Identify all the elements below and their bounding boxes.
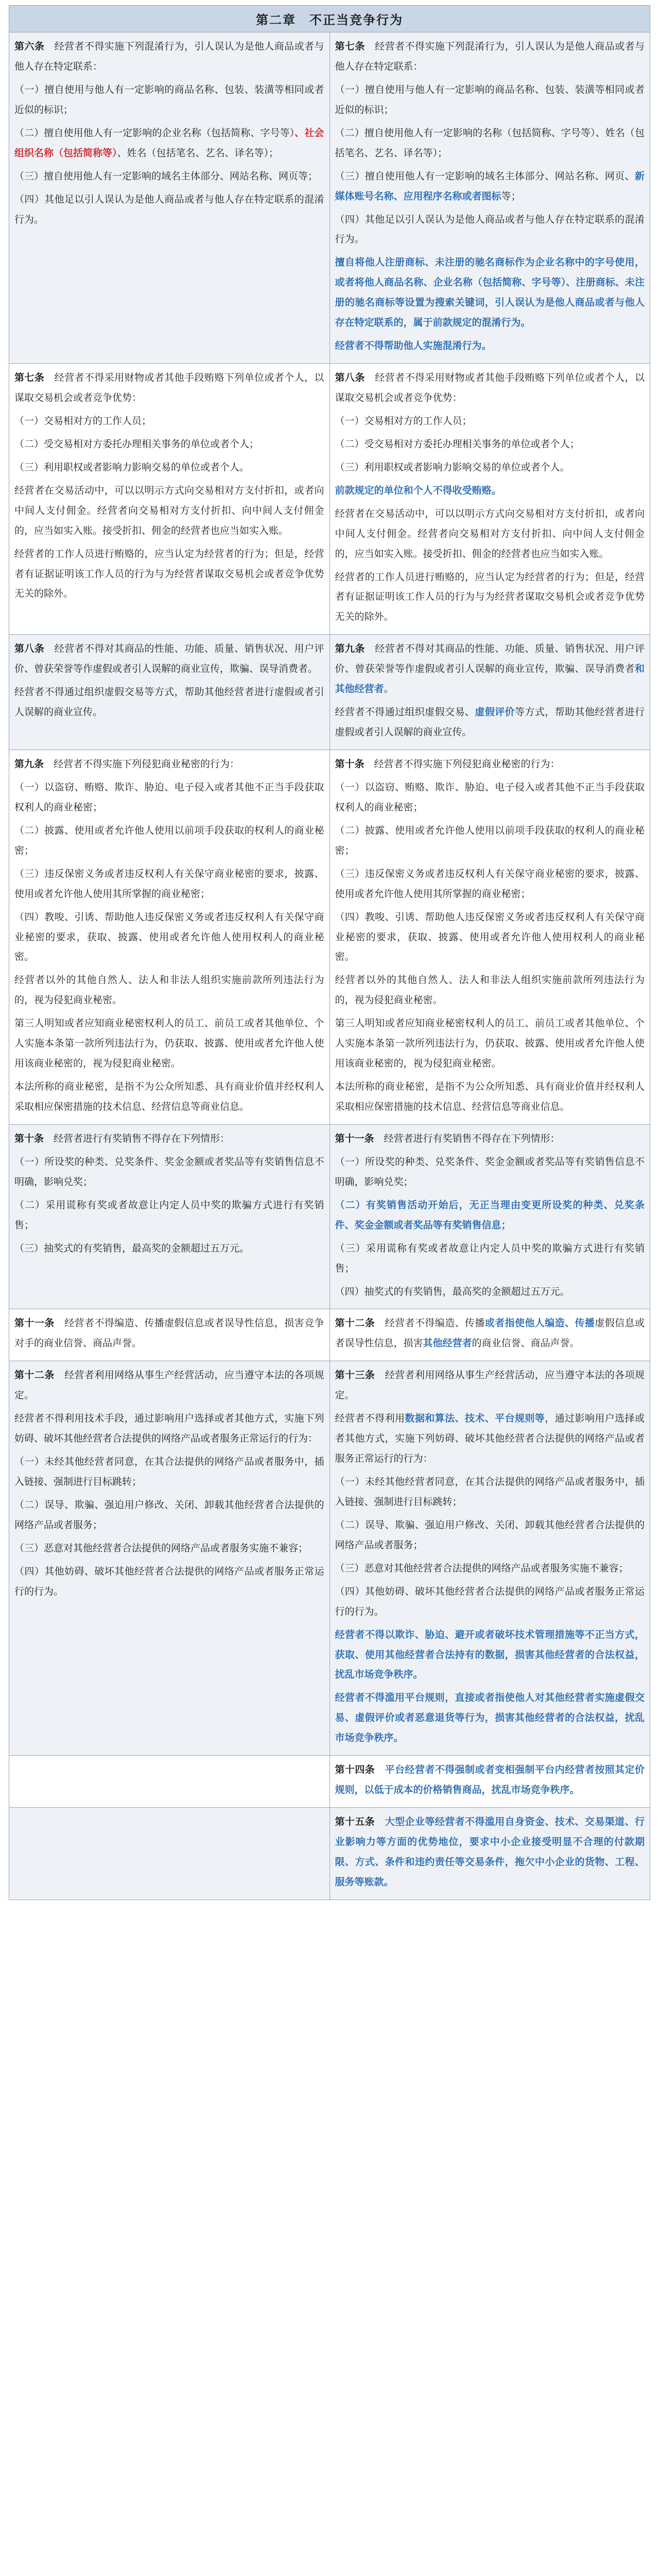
clause-text: （一）未经其他经营者同意，在其合法提供的网络产品或者服务中，插入链接、强制进行目标跳转； — [14, 1456, 324, 1487]
clause-text: 经营者不得实施下列侵犯商业秘密的行为： — [364, 758, 560, 770]
highlighted-text: 其他经营者 — [423, 1337, 472, 1349]
clause-paragraph — [335, 1282, 645, 1302]
clause-paragraph — [335, 504, 645, 564]
clause-text: （三）采用谎称有奖或者故意让内定人员中奖的欺骗方式进行有奖销售； — [335, 1242, 645, 1274]
clause-paragraph — [335, 864, 645, 904]
clause-text: （一）以盗窃、贿赂、欺诈、胁迫、电子侵入或者其他不正当手段获取权利人的商业秘密； — [335, 781, 645, 813]
clause-paragraph — [335, 1582, 645, 1622]
new-law-cell — [330, 1309, 650, 1361]
clause-paragraph — [14, 1562, 324, 1602]
clause-text: （四）教唆、引诱、帮助他人违反保密义务或者违反权利人有关保守商业秘密的要求，获取、披露、使用或者允许他人使用权利人的商业秘密。 — [14, 911, 324, 963]
clause-text: （二）擅自使用他人有一定影响的企业名称（包括简称、字号等） — [14, 127, 295, 139]
table-row — [9, 1808, 650, 1900]
article-number: 第十一条 — [14, 1317, 55, 1329]
clause-paragraph — [335, 368, 645, 408]
clause-paragraph — [14, 1013, 324, 1074]
clause-text: 经营者进行有奖销售不得存在下列情形： — [374, 1132, 560, 1144]
old-law-cell — [9, 1756, 330, 1808]
clause-text: （四）抽奖式的有奖销售，最高奖的金额超过五万元。 — [335, 1285, 570, 1297]
table-row — [9, 1361, 650, 1756]
clause-paragraph — [335, 1409, 645, 1469]
highlighted-text: 、虚假评价 — [464, 706, 515, 718]
highlighted-text: 经营者不得以欺诈、胁迫、避开或者破坏技术管理措施等不正当方式，获取、使用其他经营者合法持有的数据，损害其他经营者的合法权益，扰乱市场竞争秩序。 — [335, 1629, 645, 1681]
clause-text: （四）其他妨碍、破坏其他经营者合法提供的网络产品或者服务正常运行的行为。 — [335, 1585, 645, 1617]
new-law-cell — [330, 1808, 650, 1900]
clause-text: 经营者不得实施下列混淆行为，引人误认为是他人商品或者与他人存在特定联系： — [335, 41, 645, 72]
clause-text: 经营者的工作人员进行贿赂的，应当认定为经营者的行为；但是，经营者有证据证明该工作人员的行为与为经营者谋取交易机会或者竞争优势无关的除外。 — [14, 548, 324, 600]
new-law-cell — [330, 635, 650, 750]
table-row — [9, 364, 650, 635]
table-row — [9, 635, 650, 750]
new-law-cell — [330, 1756, 650, 1808]
table-row — [9, 1756, 650, 1808]
article-number: 第九条 — [335, 643, 365, 655]
clause-paragraph — [335, 1195, 645, 1235]
highlighted-text: 数据和算法、技术、平台规则等 — [405, 1413, 545, 1425]
clause-text: 经营者不得对其商品的性能、功能、质量、销售状况、用户评价、曾获荣誉等作虚假或者引人误解的商业宣传，欺骗、误导消费者。 — [14, 643, 324, 675]
clause-paragraph — [14, 1538, 324, 1558]
clause-text: （一）未经其他经营者同意，在其合法提供的网络产品或者服务中，插入链接、强制进行目标跳转； — [335, 1476, 645, 1507]
clause-text: （三）恶意对其他经营者合法提供的网络产品或者服务实施不兼容； — [335, 1562, 629, 1574]
clause-text: （二）误导、欺骗、强迫用户修改、关闭、卸载其他经营者合法提供的网络产品或者服务； — [335, 1519, 645, 1551]
clause-paragraph — [335, 80, 645, 120]
article-number: 第十一条 — [335, 1132, 374, 1144]
clause-paragraph — [335, 1077, 645, 1117]
clause-text: 等方式，帮助其他经营者进行虚假或者引人误解的商业宣传。 — [335, 706, 645, 738]
old-law-cell — [9, 750, 330, 1125]
clause-text: （一）擅自使用与他人有一定影响的商品名称、包装、装潢等相同或者近似的标识； — [14, 83, 324, 115]
clause-text: 经营者不得编造、传播虚假信息或者误导性信息，损害竞争对手的商业信誉、商品声誉。 — [14, 1317, 324, 1349]
new-law-cell — [330, 750, 650, 1125]
old-law-cell — [9, 1309, 330, 1361]
clause-paragraph — [335, 37, 645, 77]
clause-paragraph — [335, 970, 645, 1010]
clause-paragraph — [335, 639, 645, 699]
table-row — [9, 1309, 650, 1361]
clause-paragraph — [14, 368, 324, 408]
clause-text: ，通过影响用户选择或者其他方式，实施下列妨碍、破坏其他经营者合法提供的网络产品或者服务正常运行的行为： — [335, 1413, 645, 1465]
clause-text: （四）其他妨碍、破坏其他经营者合法提供的网络产品或者服务正常运行的行为。 — [14, 1565, 324, 1597]
new-law-cell — [330, 32, 650, 364]
new-law-cell — [330, 1124, 650, 1309]
article-number: 第九条 — [14, 758, 44, 770]
clause-text: （二）受交易相对方委托办理相关事务的单位或者个人； — [14, 438, 259, 450]
clause-text: 第三人明知或者应知商业秘密权利人的员工、前员工或者其他单位、个人实施本条第一款所列违法行为，仍获取、披露、使用或者允许他人使用该商业秘密的，视为侵犯商业秘密。 — [14, 1018, 324, 1070]
article-number: 第七条 — [335, 41, 365, 52]
chapter-title: 第二章 不正当竞争行为 — [9, 6, 650, 32]
clause-text: 虚假信息或者误导性信息，损害 — [335, 1317, 645, 1349]
clause-paragraph — [335, 1688, 645, 1748]
clause-text: （一）擅自使用与他人有一定影响的商品名称、包装、装潢等相同或者近似的标识； — [335, 83, 645, 115]
article-number: 第七条 — [14, 372, 45, 384]
highlighted-text: 、新媒体账号名称、应用程序名称或者图标 — [335, 170, 645, 202]
clause-paragraph — [335, 1129, 645, 1149]
clause-paragraph — [14, 123, 324, 163]
clause-paragraph — [335, 1472, 645, 1512]
clause-paragraph — [14, 777, 324, 818]
clause-text: 经营者不得采用财物或者其他手段贿赂下列单位或者个人，以谋取交易机会或者竞争优势： — [335, 372, 645, 403]
clause-paragraph — [14, 821, 324, 861]
clause-text: 第三人明知或者应知商业秘密权利人的员工、前员工或者其他单位、个人实施本条第一款所列违法行为，仍获取、披露、使用或者允许他人使用该商业秘密的，视为侵犯商业秘密。 — [335, 1018, 645, 1070]
article-number: 第十二条 — [14, 1369, 55, 1381]
clause-paragraph — [14, 1077, 324, 1117]
clause-text: （一）以盗窃、贿赂、欺诈、胁迫、电子侵入或者其他不正当手段获取权利人的商业秘密； — [14, 781, 324, 813]
clause-paragraph — [335, 123, 645, 163]
old-law-cell — [9, 635, 330, 750]
clause-paragraph — [335, 907, 645, 968]
clause-paragraph — [14, 970, 324, 1010]
clause-paragraph — [335, 777, 645, 818]
highlighted-text: 和其他经营者 — [335, 663, 645, 695]
clause-text: 经营者不得通过组织虚假交易等方式，帮助其他经营者进行虚假或者引人误解的商业宣传。 — [14, 686, 324, 718]
clause-text: 。 — [384, 683, 394, 695]
highlighted-text: 前款规定的单位和个人不得收受贿赂。 — [335, 484, 501, 496]
old-law-cell — [9, 1808, 330, 1900]
clause-paragraph — [14, 434, 324, 454]
article-number: 第十二条 — [335, 1317, 375, 1329]
clause-paragraph — [335, 481, 645, 501]
clause-text: 经营者在交易活动中，可以以明示方式向交易相对方支付折扣，或者向中间人支付佣金。经营者向交易相对方支付折扣、向中间人支付佣金的，应当如实入账。接受折扣、佣金的经营者也应当如实入账。 — [14, 484, 324, 536]
clause-text: 等； — [501, 190, 521, 202]
article-number: 第十四条 — [335, 1764, 375, 1776]
clause-text: （三）恶意对其他经营者合法提供的网络产品或者服务实施不兼容； — [14, 1542, 308, 1554]
clause-text: （四）其他足以引人误认为是他人商品或者与他人存在特定联系的混淆行为。 — [14, 193, 324, 225]
article-number: 第十条 — [335, 758, 365, 770]
clause-text: （三）擅自使用他人有一定影响的域名主体部分、网站名称、网页等； — [14, 170, 318, 182]
clause-paragraph — [335, 1558, 645, 1579]
clause-text: （二）受交易相对方委托办理相关事务的单位或者个人； — [335, 438, 580, 450]
clause-text: 经营者不得对其商品的性能、功能、质量、销售状况、用户评价、曾获荣誉等作虚假或者引人误解的商业宣传，欺骗、误导消费者 — [335, 643, 645, 675]
clause-text: （二）披露、使用或者允许他人使用以前项手段获取的权利人的商业秘密； — [335, 824, 645, 856]
clause-text: 经营者以外的其他自然人、法人和非法人组织实施前款所列违法行为的，视为侵犯商业秘密。 — [335, 974, 645, 1006]
clause-paragraph — [335, 821, 645, 861]
clause-paragraph — [335, 252, 645, 333]
clause-paragraph — [335, 1313, 645, 1353]
new-law-cell — [330, 364, 650, 635]
old-law-cell — [9, 364, 330, 635]
clause-text: 经营者不得实施下列混淆行为，引人误认为是他人商品或者与他人存在特定联系： — [14, 41, 324, 72]
clause-text: 、姓名（包括笔名、艺名、译名等）； — [117, 147, 279, 159]
clause-text: 经营者利用网络从事生产经营活动，应当遵守本法的各项规定。 — [335, 1369, 645, 1401]
clause-text: （三）利用职权或者影响力影响交易的单位或者个人。 — [335, 461, 570, 473]
clause-paragraph — [335, 567, 645, 628]
article-number: 第十五条 — [335, 1816, 375, 1828]
clause-text: 经营者在交易活动中，可以以明示方式向交易相对方支付折扣，或者向中间人支付佣金。经营者向交易相对方支付折扣、向中间人支付佣金的，应当如实入账。接受折扣、佣金的经营者也应当如实入账。 — [335, 507, 645, 560]
highlighted-text: 擅自将他人注册商标、未注册的驰名商标作为企业名称中的字号使用，或者将他人商品名称、企业名称（包括简称、字号等）、注册商标、未注册的驰名商标等设置为搜索关键词，引人误认为是他人商品或者与他人存在特定联系的，属于前款规定的混淆行为。 — [335, 257, 645, 329]
clause-text: （三）利用职权或者影响力影响交易的单位或者个人。 — [14, 461, 250, 473]
highlighted-text: 平台经营者不得强制或者变相强制平台内经营者按照其定价规则，以低于成本的价格销售商品，扰乱市场竞争秩序。 — [335, 1764, 645, 1796]
clause-paragraph — [335, 1013, 645, 1074]
article-number: 第八条 — [14, 643, 45, 655]
article-number: 第八条 — [335, 372, 365, 384]
highlighted-text: 经营者不得滥用平台规则，直接或者指使他人对其他经营者实施虚假交易、虚假评价或者恶意退货等行为，损害其他经营者的合法权益，扰乱市场竞争秩序。 — [335, 1692, 645, 1744]
clause-text: 本法所称的商业秘密，是指不为公众所知悉、具有商业价值并经权利人采取相应保密措施的技术信息、经营信息等商业信息。 — [14, 1081, 324, 1112]
clause-text: 经营者不得采用财物或者其他手段贿赂下列单位或者个人，以谋取交易机会或者竞争优势： — [14, 372, 324, 403]
clause-paragraph — [14, 1195, 324, 1235]
clause-text: （四）教唆、引诱、帮助他人违反保密义务或者违反权利人有关保守商业秘密的要求，获取、披露、使用或者允许他人使用权利人的商业秘密。 — [335, 911, 645, 963]
clause-paragraph — [335, 1365, 645, 1405]
clause-paragraph — [14, 907, 324, 968]
comparison-table — [9, 5, 650, 1900]
clause-paragraph — [335, 434, 645, 454]
clause-text: （三）抽奖式的有奖销售，最高奖的金额超过五万元。 — [14, 1242, 250, 1254]
highlighted-text: 经营者不得帮助他人实施混淆行为。 — [335, 340, 492, 352]
table-body — [9, 32, 650, 1900]
clause-paragraph — [14, 166, 324, 187]
clause-paragraph — [335, 336, 645, 356]
table-row — [9, 1124, 650, 1309]
clause-paragraph — [335, 1625, 645, 1685]
clause-paragraph — [14, 411, 324, 431]
clause-paragraph — [14, 80, 324, 120]
chapter-header-row — [9, 6, 650, 32]
clause-text: （四）其他足以引人误认为是他人商品或者与他人存在特定联系的混淆行为。 — [335, 213, 645, 245]
clause-text: 经营者以外的其他自然人、法人和非法人组织实施前款所列违法行为的，视为侵犯商业秘密。 — [14, 974, 324, 1006]
clause-paragraph — [14, 544, 324, 604]
article-number: 第十条 — [14, 1132, 44, 1144]
clause-text: 经营者不得编造、传播 — [375, 1317, 485, 1329]
article-number: 第六条 — [14, 41, 45, 52]
clause-text: 经营者利用网络从事生产经营活动，应当遵守本法的各项规定。 — [14, 1369, 324, 1401]
clause-paragraph — [335, 411, 645, 431]
clause-text: （一）交易相对方的工作人员； — [335, 415, 472, 427]
clause-paragraph — [14, 1239, 324, 1259]
clause-text: （二）误导、欺骗、强迫用户修改、关闭、卸载其他经营者合法提供的网络产品或者服务； — [14, 1499, 324, 1531]
highlighted-text: （二）有奖销售活动开始后，无正当理由变更所设奖的种类、兑奖条件、奖金金额或者奖品等有奖销售信息； — [335, 1199, 645, 1231]
clause-paragraph — [14, 37, 324, 77]
clause-paragraph — [14, 481, 324, 541]
clause-paragraph — [335, 754, 645, 774]
clause-text: 经营者的工作人员进行贿赂的，应当认定为经营者的行为；但是，经营者有证据证明该工作人员的行为与为经营者谋取交易机会或者竞争优势无关的除外。 — [335, 571, 645, 623]
clause-paragraph — [335, 457, 645, 478]
clause-paragraph — [335, 1812, 645, 1892]
clause-paragraph — [14, 1409, 324, 1449]
clause-paragraph — [14, 1129, 324, 1149]
highlighted-text: 、社会组织名称（包括简称等） — [14, 127, 324, 159]
clause-text: 经营者不得实施下列侵犯商业秘密的行为： — [44, 758, 240, 770]
clause-paragraph — [14, 1495, 324, 1535]
clause-paragraph — [335, 1760, 645, 1800]
clause-text: 的商业信誉、商品声誉。 — [472, 1337, 580, 1349]
clause-text: 经营者不得利用技术手段，通过影响用户选择或者其他方式，实施下列妨碍、破坏其他经营者合法提供的网络产品或者服务正常运行的行为： — [14, 1413, 324, 1445]
clause-text: 经营者进行有奖销售不得存在下列情形： — [44, 1132, 230, 1144]
clause-paragraph — [14, 457, 324, 478]
clause-text: （二）采用谎称有奖或者故意让内定人员中奖的欺骗方式进行有奖销售； — [14, 1199, 324, 1231]
clause-text: （一）所设奖的种类、兑奖条件、奖金金额或者奖品等有奖销售信息不明确，影响兑奖； — [14, 1156, 324, 1188]
clause-paragraph — [14, 1152, 324, 1192]
clause-text: （三）违反保密义务或者违反权利人有关保守商业秘密的要求，披露、使用或者允许他人使用其所掌握的商业秘密； — [14, 868, 324, 900]
clause-text: （二）擅自使用他人有一定影响的名称（包括简称、字号等）、姓名（包括笔名、艺名、译名等）； — [335, 127, 645, 159]
clause-text: （三）擅自使用他人有一定影响的域名主体部分、网站名称、网页 — [335, 170, 625, 182]
clause-text: 经营者不得通过组织虚假交易 — [335, 706, 465, 718]
old-law-cell — [9, 1124, 330, 1309]
clause-paragraph — [14, 190, 324, 230]
clause-paragraph — [335, 210, 645, 250]
clause-paragraph — [14, 639, 324, 679]
clause-text: （一）所设奖的种类、兑奖条件、奖金金额或者奖品等有奖销售信息不明确，影响兑奖； — [335, 1156, 645, 1188]
clause-paragraph — [14, 1452, 324, 1492]
clause-paragraph — [14, 682, 324, 722]
clause-text: （二）披露、使用或者允许他人使用以前项手段获取的权利人的商业秘密； — [14, 824, 324, 856]
clause-paragraph — [14, 1365, 324, 1405]
clause-text: （一）交易相对方的工作人员； — [14, 415, 152, 427]
clause-text: 经营者不得利用 — [335, 1413, 405, 1425]
old-law-cell — [9, 32, 330, 364]
highlighted-text: 或者指使他人编造、传播 — [484, 1317, 595, 1329]
article-number: 第十三条 — [335, 1369, 375, 1381]
clause-paragraph — [335, 1515, 645, 1555]
clause-paragraph — [14, 1313, 324, 1353]
clause-paragraph — [14, 754, 324, 774]
table-row — [9, 750, 650, 1125]
clause-paragraph — [14, 864, 324, 904]
old-law-cell — [9, 1361, 330, 1756]
clause-paragraph — [335, 166, 645, 207]
table-row — [9, 32, 650, 364]
clause-paragraph — [335, 702, 645, 742]
highlighted-text: 大型企业等经营者不得滥用自身资金、技术、交易渠道、行业影响力等方面的优势地位，要求中小企业接受明显不合理的付款期限、方式、条件和违约责任等交易条件，拖欠中小企业的货物、工程、服务等账款。 — [335, 1816, 645, 1888]
clause-paragraph — [335, 1239, 645, 1279]
clause-text: （三）违反保密义务或者违反权利人有关保守商业秘密的要求，披露、使用或者允许他人使用其所掌握的商业秘密； — [335, 868, 645, 900]
new-law-cell — [330, 1361, 650, 1756]
clause-text: 本法所称的商业秘密，是指不为公众所知悉、具有商业价值并经权利人采取相应保密措施的技术信息、经营信息等商业信息。 — [335, 1081, 645, 1112]
clause-paragraph — [335, 1152, 645, 1192]
